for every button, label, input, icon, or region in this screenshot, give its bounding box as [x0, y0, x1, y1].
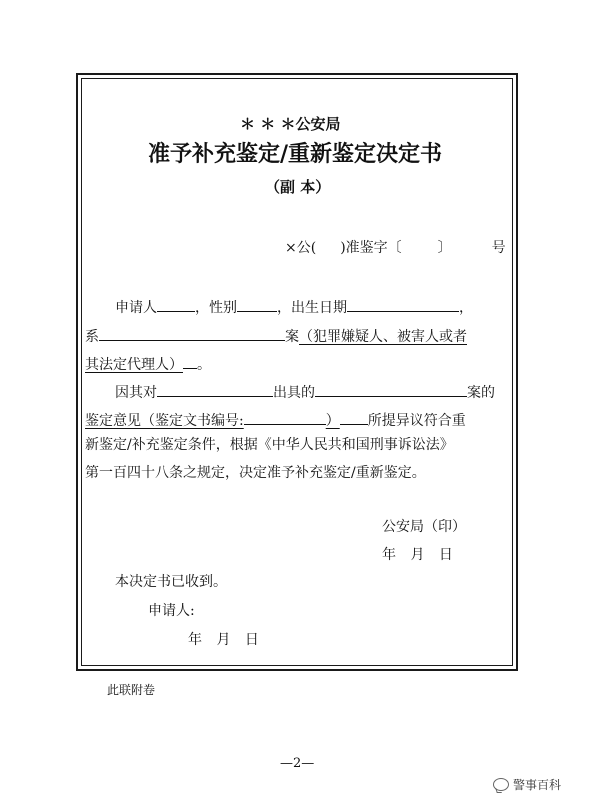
chat-bubble-icon — [493, 778, 509, 791]
decision-line: 第一百四十八条之规定，决定准予补充鉴定/重新鉴定。 — [85, 465, 426, 481]
receipt-applicant-label: 申请人: — [148, 603, 195, 619]
seal-label: 公安局（印） — [382, 519, 466, 535]
reason-line — [115, 382, 495, 400]
document-number — [285, 238, 506, 255]
copy-label: （副 本） — [265, 178, 331, 196]
case-blank[interactable] — [315, 382, 467, 397]
comma: ， — [195, 300, 209, 316]
report-number-blank[interactable] — [244, 410, 326, 425]
applicant-line — [115, 297, 473, 315]
case-label: 案 — [285, 329, 299, 345]
objection-text: 所提异议符合重 — [367, 413, 466, 429]
doc-number-prefix: ×公( — [285, 240, 317, 256]
case-name-blank[interactable] — [99, 326, 285, 341]
opinion-line — [85, 410, 466, 428]
receipt-date: 年 月 日 — [188, 632, 259, 648]
period: 。 — [197, 357, 211, 373]
applicant-name-blank[interactable] — [157, 297, 195, 312]
doc-number-mid: )准鉴字〔 — [340, 240, 402, 256]
role-text-b: 其法定代理人） — [85, 357, 183, 373]
opinion-close: ） — [325, 413, 340, 429]
birth-date-label: 出生日期 — [291, 300, 347, 316]
archive-note: 此联附卷 — [107, 683, 156, 697]
role-line — [85, 354, 211, 372]
comma: ， — [277, 300, 291, 316]
case-line — [85, 326, 467, 344]
legal-basis-line: 新鉴定/补充鉴定条件，根据《中华人民共和国刑事诉讼法》 — [85, 437, 454, 453]
page-number: —2— — [280, 756, 315, 771]
doc-number-close: 〕 — [437, 240, 452, 256]
agency-name: ＊ ＊ ＊公安局 — [240, 115, 341, 133]
institution-blank[interactable] — [157, 382, 273, 397]
issued-label: 出具的 — [273, 385, 315, 401]
signature-date: 年 月 日 — [382, 547, 453, 563]
comma: ， — [459, 300, 473, 316]
document-title: 准予补充鉴定/重新鉴定决定书 — [148, 141, 443, 167]
doc-number-suffix: 号 — [491, 240, 506, 256]
receipt-text: 本决定书已收到。 — [115, 574, 227, 590]
watermark-logo — [493, 776, 561, 793]
gender-blank[interactable] — [237, 297, 277, 312]
gender-label: 性别 — [209, 300, 237, 316]
opinion-label: 鉴定意见（鉴定文书编号: — [85, 413, 244, 429]
watermark-text: 警事百科 — [513, 778, 562, 792]
because-label: 因其对 — [115, 385, 157, 401]
case-of-label: 案的 — [467, 385, 495, 401]
birth-date-blank[interactable] — [347, 297, 459, 312]
role-text-a: （犯罪嫌疑人、被害人或者 — [299, 329, 467, 345]
applicant-label: 申请人 — [115, 300, 157, 316]
xi-label: 系 — [85, 329, 99, 345]
